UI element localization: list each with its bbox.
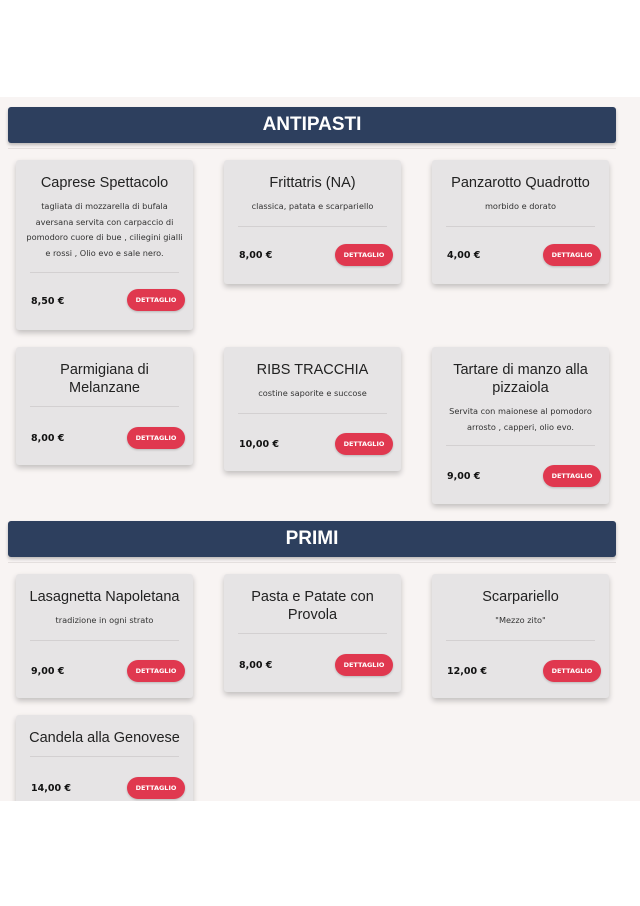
detail-button[interactable]: DETTAGLIO [335,244,393,266]
card-description: "Mezzo zito" [495,615,546,625]
card-price: 8,50 € [31,296,65,307]
card-title: Scarpariello [482,589,559,605]
card-title: Caprese Spettacolo [40,175,169,191]
card-description: classica, patata e scarpariello [251,201,374,211]
card-title: Lasagnetta Napoletana [29,589,180,605]
card-price: 14,00 € [31,783,71,794]
card-price: 9,00 € [447,471,481,482]
menu-page [0,97,640,801]
card-price: 9,00 € [31,666,65,677]
detail-button[interactable]: DETTAGLIO [127,289,185,311]
card-title: Panzarotto Quadrotto [451,175,590,191]
card-description: costine saporite e succose [258,388,367,398]
card-price: 12,00 € [447,666,487,677]
section-header-antipasti [8,107,616,143]
menu-card-candela-alla-genovese [16,715,193,801]
menu-card-parmigiana-di-melanzane [16,347,193,465]
card-price: 4,00 € [447,250,481,261]
card-divider [446,445,595,446]
card-divider [30,272,179,273]
card-price: 10,00 € [239,439,279,450]
card-divider [30,756,179,757]
card-divider [446,226,595,227]
detail-button[interactable]: DETTAGLIO [543,465,601,487]
detail-button[interactable]: DETTAGLIO [127,427,185,449]
card-divider [30,406,179,407]
section-title: PRIMI [285,528,339,549]
card-title: Parmigiana di Melanzane [60,362,149,396]
card-title: Candela alla Genovese [29,730,180,746]
card-description: Servita con maionese al pomodoro arrosto , capperi, olio evo. [449,406,592,432]
card-title: Tartare di manzo alla pizzaiola [453,362,588,396]
menu-card-scarpariello [432,574,609,698]
menu-card-panzarotto-quadrotto [432,160,609,284]
card-description: tradizione in ogni strato [55,615,154,625]
card-price: 8,00 € [239,250,273,261]
menu-card-tartare-di-manzo [432,347,609,504]
menu-card-lasagnetta-napoletana [16,574,193,698]
card-divider [238,633,387,634]
section-divider [8,148,616,149]
card-price: 8,00 € [31,433,65,444]
menu-card-frittatris [224,160,401,284]
card-title: RIBS TRACCHIA [256,362,369,378]
detail-button[interactable]: DETTAGLIO [335,433,393,455]
menu-card-ribs-tracchia [224,347,401,471]
card-title: Frittatris (NA) [269,175,356,191]
card-description: morbido e dorato [484,201,557,211]
detail-button[interactable]: DETTAGLIO [127,777,185,799]
detail-button[interactable]: DETTAGLIO [543,244,601,266]
card-divider [30,640,179,641]
card-divider [446,640,595,641]
menu-card-pasta-e-patate [224,574,401,692]
card-price: 8,00 € [239,660,273,671]
section-header-primi [8,521,616,557]
card-title: Pasta e Patate con Provola [251,589,374,623]
card-divider [238,413,387,414]
section-divider [8,562,616,563]
menu-card-caprese-spettacolo [16,160,193,330]
detail-button[interactable]: DETTAGLIO [127,660,185,682]
detail-button[interactable]: DETTAGLIO [543,660,601,682]
detail-button[interactable]: DETTAGLIO [335,654,393,676]
card-description: tagliata di mozzarella di bufala aversana servita con carpaccio di pomodoro cuore di bue , ciliegini gialli e rossi , Olio evo e sale nero. [26,201,183,258]
section-title: ANTIPASTI [262,114,362,135]
card-divider [238,226,387,227]
